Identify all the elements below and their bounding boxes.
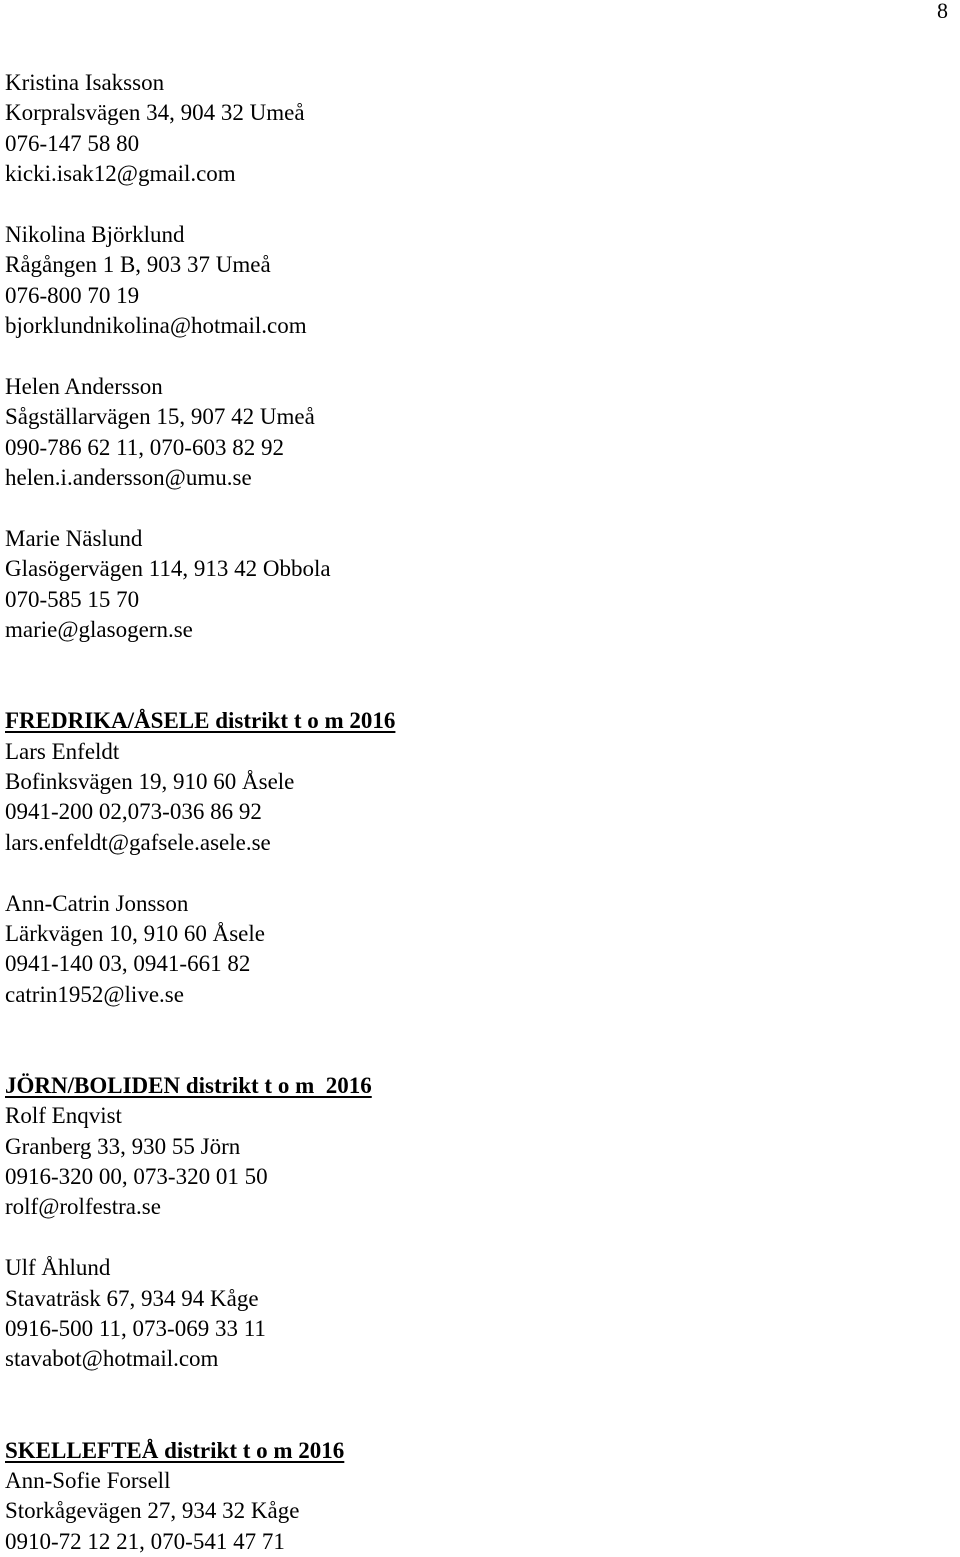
contact-email: rolf@rolfestra.se [5,1194,161,1220]
contact-entry [5,1253,925,1375]
district-heading: SKELLEFTEÅ distrikt t o m 2016 [5,1437,345,1463]
contact-phone: 076-800 70 19 [5,282,140,308]
district-section [5,706,925,1010]
contact-name: Marie Näslund [5,525,143,551]
contact-name: Ulf Åhlund [5,1255,111,1281]
contact-email: kicki.isak12@gmail.com [5,161,236,187]
contact-name: Rolf Enqvist [5,1103,122,1129]
contact-email: helen.i.andersson@umu.se [5,465,252,491]
contact-directory [5,68,925,1557]
contact-name: Kristina Isaksson [5,70,165,95]
contact-address: Lärkvägen 10, 910 60 Åsele [5,920,265,946]
contact-address: Korpralsvägen 34, 904 32 Umeå [5,100,305,126]
district-heading: JÖRN/BOLIDEN distrikt t o m 2016 [5,1072,372,1098]
district-section [5,1071,925,1375]
contact-entry [5,737,925,859]
contact-phone: 0916-500 11, 073-069 33 11 [5,1316,266,1342]
contact-name: Helen Andersson [5,373,163,399]
contact-email: stavabot@hotmail.com [5,1346,219,1372]
contact-phone: 076-147 58 80 [5,130,140,156]
contact-address: Stavaträsk 67, 934 94 Kåge [5,1285,259,1311]
contact-name: Nikolina Björklund [5,221,185,247]
contact-entry [5,1466,925,1557]
page-number: 8 [937,0,948,23]
contact-entry [5,1101,925,1223]
contact-name: Ann-Catrin Jonsson [5,890,189,916]
contact-email: marie@glasogern.se [5,617,193,643]
contact-address: Rågången 1 B, 903 37 Umeå [5,252,271,278]
contact-email: catrin1952@live.se [5,981,184,1007]
contact-phone: 070-585 15 70 [5,586,140,612]
contact-phone: 0941-140 03, 0941-661 82 [5,951,251,977]
contact-address: Bofinksvägen 19, 910 60 Åsele [5,769,295,794]
contact-name: Ann-Sofie Forsell [5,1468,171,1494]
contact-name: Lars Enfeldt [5,738,120,764]
contact-email: lars.enfeldt@gafsele.asele.se [5,829,271,855]
contact-phone: 0941-200 02,073-036 86 92 [5,799,262,825]
contact-email: bjorklundnikolina@hotmail.com [5,313,307,339]
contact-address: Sågställarvägen 15, 907 42 Umeå [5,404,315,430]
contact-entry [5,524,925,646]
contact-phone: 090-786 62 11, 070-603 82 92 [5,434,284,460]
contact-entry [5,889,925,1011]
contact-phone: 0910-72 12 21, 070-541 47 71 [5,1528,285,1554]
contact-entry [5,372,925,494]
contact-address: Glasögervägen 114, 913 42 Obbola [5,556,331,582]
contact-address: Granberg 33, 930 55 Jörn [5,1133,241,1159]
contact-entry [5,220,925,342]
contact-address: Storkågevägen 27, 934 32 Kåge [5,1498,300,1524]
contact-entry [5,68,925,190]
district-section [5,1436,925,1557]
district-heading: FREDRIKA/ÅSELE distrikt t o m 2016 [5,708,396,734]
contact-phone: 0916-320 00, 073-320 01 50 [5,1164,268,1190]
